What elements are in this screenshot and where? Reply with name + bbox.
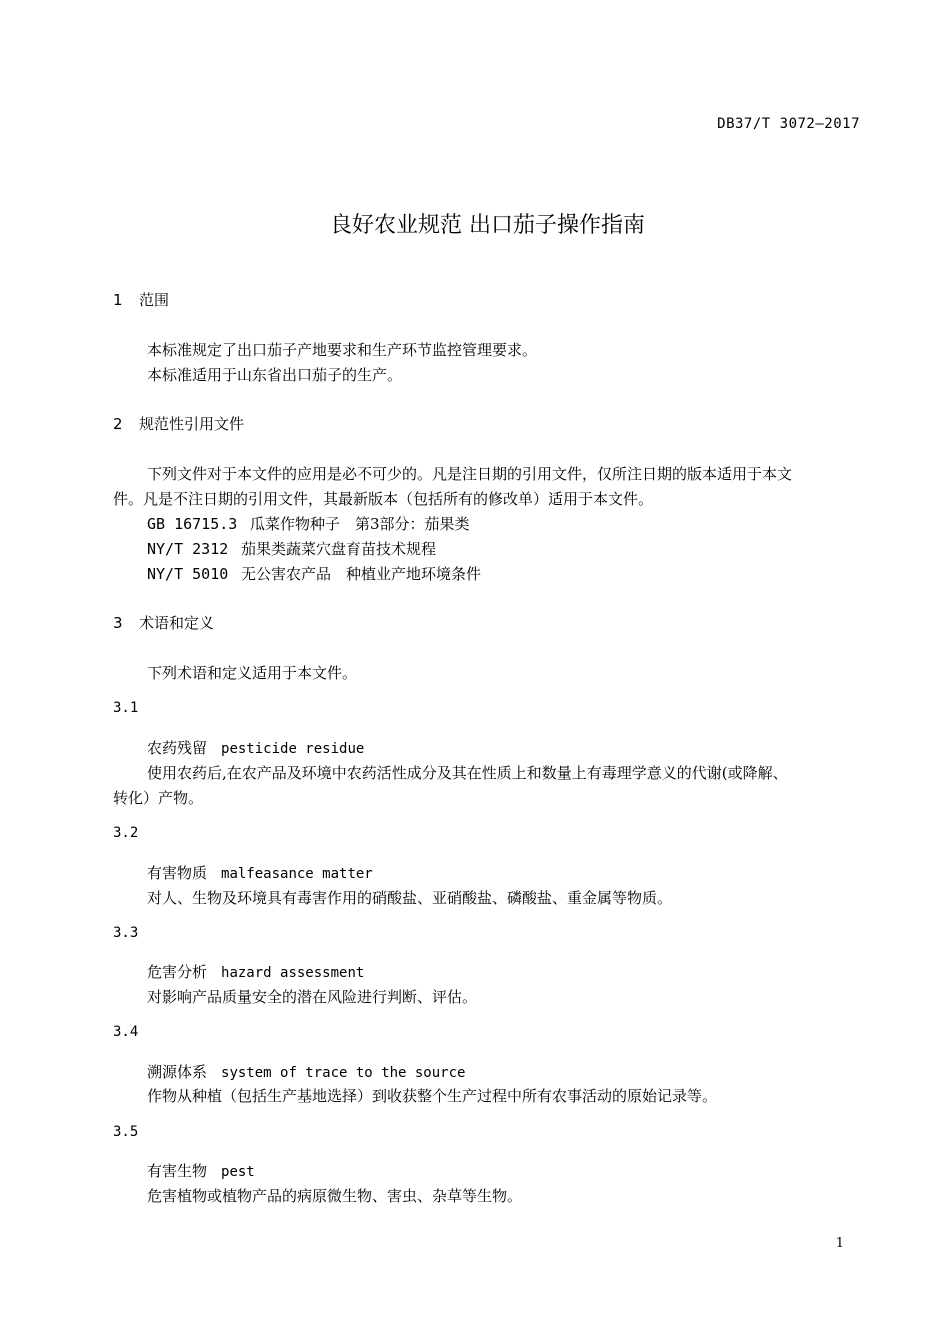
- term-english: malfeasance matter: [221, 866, 373, 882]
- term-definition: 危害植物或植物产品的病原微生物、害虫、杂草等生物。: [147, 1187, 523, 1205]
- reference-title: 茄果类蔬菜穴盘育苗技术规程: [241, 540, 437, 558]
- term-definition: 对影响产品质量安全的潜在风险进行判断、评估。: [147, 988, 478, 1006]
- paragraph: 本标准规定了出口茄子产地要求和生产环节监控管理要求。: [147, 341, 538, 359]
- term-chinese: 有害生物: [147, 1162, 208, 1180]
- term-entry: [147, 961, 364, 982]
- term-number: 3.2: [113, 825, 139, 841]
- section-heading-scope: [113, 289, 169, 310]
- paragraph: 下列术语和定义适用于本文件。: [147, 664, 358, 682]
- section-title: 术语和定义: [139, 614, 215, 632]
- section-title: 规范性引用文件: [139, 415, 245, 433]
- term-definition: 使用农药后,在农产品及环境中农药活性成分及其在性质上和数量上有毒理学意义的代谢(或降解、: [147, 764, 788, 782]
- paragraph-line: 件。凡是不注日期的引用文件，其最新版本（包括所有的修改单）适用于本文件。: [113, 490, 654, 508]
- term-chinese: 农药残留: [147, 739, 208, 757]
- term-entry: [147, 1160, 255, 1181]
- term-entry: [147, 1061, 465, 1082]
- section-heading-normative-references: [113, 413, 244, 434]
- term-chinese: 有害物质: [147, 864, 208, 882]
- section-title: 范围: [139, 291, 170, 309]
- term-definition: 转化）产物。: [113, 789, 204, 807]
- term-number: 3.5: [113, 1124, 139, 1140]
- section-heading-terms-definitions: [113, 612, 214, 633]
- reference-item: [147, 513, 470, 534]
- reference-item: [147, 563, 481, 584]
- term-chinese: 危害分析: [147, 963, 208, 981]
- term-english: pesticide residue: [221, 741, 365, 757]
- term-number: 3.3: [113, 925, 139, 941]
- page-number: 1: [835, 1236, 844, 1251]
- section-number: 1: [113, 291, 123, 309]
- term-number: 3.1: [113, 700, 139, 716]
- section-number: 3: [113, 614, 123, 632]
- paragraph: 本标准适用于山东省出口茄子的生产。: [147, 366, 403, 384]
- reference-code: NY/T 5010: [147, 565, 229, 583]
- term-entry: [147, 737, 364, 758]
- term-english: system of trace to the source: [221, 1065, 466, 1081]
- reference-item: [147, 538, 436, 559]
- reference-code: NY/T 2312: [147, 540, 229, 558]
- reference-title: 无公害农产品 种植业产地环境条件: [241, 565, 482, 583]
- document-number: DB37/T 3072—2017: [717, 116, 860, 132]
- term-english: pest: [221, 1164, 255, 1180]
- page-title: 良好农业规范 出口茄子操作指南: [330, 213, 645, 238]
- term-entry: [147, 862, 373, 883]
- term-number: 3.4: [113, 1024, 139, 1040]
- term-english: hazard assessment: [221, 965, 365, 981]
- term-definition: 对人、生物及环境具有毒害作用的硝酸盐、亚硝酸盐、磷酸盐、重金属等物质。: [147, 889, 673, 907]
- term-definition: 作物从种植（包括生产基地选择）到收获整个生产过程中所有农事活动的原始记录等。: [147, 1087, 718, 1105]
- section-number: 2: [113, 415, 123, 433]
- term-chinese: 溯源体系: [147, 1063, 208, 1081]
- reference-code: GB 16715.3: [147, 515, 238, 533]
- reference-title: 瓜菜作物种子 第3部分：茄果类: [250, 515, 470, 533]
- paragraph-line: 下列文件对于本文件的应用是必不可少的。凡是注日期的引用文件，仅所注日期的版本适用于本文: [147, 465, 793, 483]
